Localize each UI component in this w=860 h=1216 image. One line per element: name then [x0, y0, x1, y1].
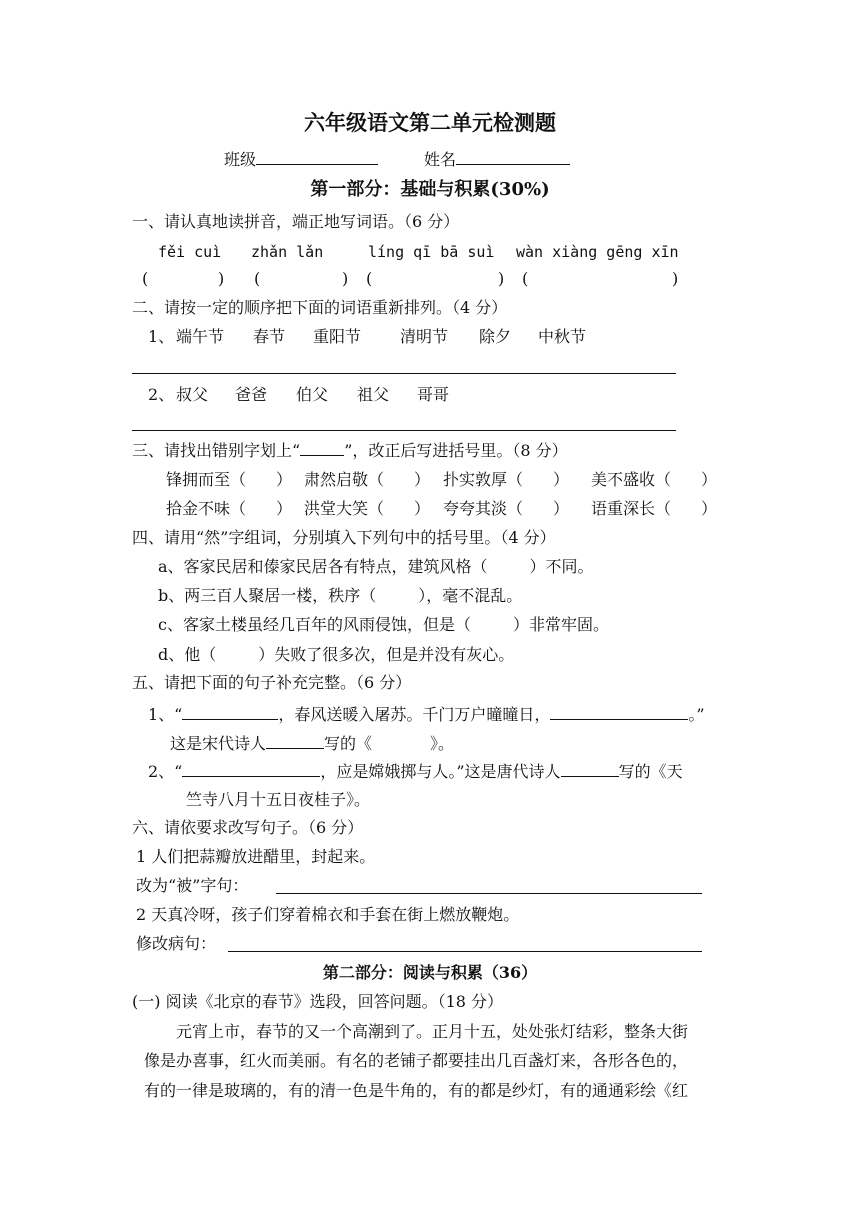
q3-item-close[interactable]: ） — [276, 499, 293, 518]
q2-word: 端午节 — [176, 327, 225, 346]
q2-word: 中秋节 — [538, 327, 587, 346]
answer-line[interactable] — [228, 951, 702, 952]
q3-item-close[interactable]: ） — [701, 499, 718, 518]
class-blank[interactable] — [256, 148, 378, 165]
bracket-4-close: ) — [672, 269, 679, 288]
q1-prompt: 一、请认真地读拼音，端正地写词语。（6 分） — [132, 212, 460, 231]
q6-prompt: 六、请依要求改写句子。（6 分） — [132, 818, 364, 837]
fill-blank[interactable] — [266, 732, 324, 749]
q6-label-1: 改为“被”字句： — [136, 876, 249, 895]
q3-item: 肃然启敬（ — [304, 470, 385, 489]
answer-line[interactable] — [132, 430, 676, 431]
pinyin-4: wàn xiàng gēng xīn — [516, 243, 679, 261]
q5-sentence-2-cont: 竺寺八月十五日夜桂子》。 — [186, 790, 371, 809]
q3-item: 语重深长（ — [591, 499, 672, 518]
q3-item: 拾金不味（ — [166, 499, 247, 518]
q4-sentence-a: a、客家民居和傣家民居各有特点，建筑风格（ ）不同。 — [158, 557, 594, 576]
bracket-4-open: ( — [522, 269, 529, 288]
q2-prompt: 二、请按一定的顺序把下面的词语重新排列。（4 分） — [132, 298, 508, 317]
q3-item: 锋拥而至（ — [166, 470, 247, 489]
reading-line: 有的一律是玻璃的，有的清一色是牛角的，有的都是纱灯，有的通通彩绘《红 — [144, 1081, 689, 1100]
q5-sentence-1: 1、“ ，春风送暖入屠苏。千门万户曈曈日， 。” — [148, 705, 705, 724]
q2-word: 爸爸 — [235, 385, 268, 404]
bracket-3-open: ( — [366, 269, 373, 288]
fill-blank[interactable] — [182, 760, 320, 777]
q2-word: 祖父 — [357, 385, 390, 404]
q2-word: 伯父 — [296, 385, 329, 404]
class-field — [224, 148, 378, 171]
q3-prompt: 三、请找出错别字划上“ ”，改正后写进括号里。（8 分） — [132, 441, 568, 460]
reading-line: 元宵上市，春节的又一个高潮到了。正月十五，处处张灯结彩，整条大街 — [176, 1022, 689, 1041]
reading-prompt: (一) 阅读《北京的春节》选段，回答问题。（18 分） — [132, 992, 504, 1011]
class-label: 班级 — [224, 150, 257, 169]
q2-word: 叔父 — [176, 385, 209, 404]
q2-word: 哥哥 — [417, 385, 450, 404]
q4-sentence-d: d、他（ ）失败了很多次，但是并没有灰心。 — [158, 645, 515, 664]
q3-item: 扑实敦厚（ — [443, 470, 524, 489]
name-blank[interactable] — [456, 148, 570, 165]
q3-item-close[interactable]: ） — [414, 499, 431, 518]
q6-label-2: 修改病句： — [136, 934, 217, 953]
bracket-3-close: ) — [498, 269, 505, 288]
q6-sentence-2: 2 天真冷呀，孩子们穿着棉衣和手套在街上燃放鞭炮。 — [136, 905, 520, 924]
bracket-1-close: ) — [218, 269, 225, 288]
q3-item: 美不盛收（ — [591, 470, 672, 489]
q6-sentence-1: 1 人们把蒜瓣放进醋里，封起来。 — [136, 847, 376, 866]
part1-heading: 第一部分：基础与积累(30%) — [310, 179, 550, 200]
fill-blank[interactable] — [182, 703, 278, 720]
reading-line: 像是办喜事，红火而美丽。有名的老铺子都要挂出几百盏灯来，各形各色的， — [144, 1051, 689, 1070]
q3-item-close[interactable]: ） — [701, 470, 718, 489]
q5-sentence-1-cont: 这是宋代诗人 写的《 》。 — [170, 734, 455, 753]
q3-item: 夸夸其淡（ — [443, 499, 524, 518]
bracket-1-open: ( — [142, 269, 149, 288]
q2-word: 清明节 — [400, 327, 449, 346]
pinyin-3: líng qī bā suì — [368, 243, 495, 261]
q2-word: 除夕 — [479, 327, 512, 346]
q2-row1-num: 1、 — [148, 327, 175, 346]
q2-word: 重阳节 — [313, 327, 362, 346]
bracket-2-open: ( — [254, 269, 261, 288]
bracket-2-close: ) — [342, 269, 349, 288]
name-field — [424, 148, 570, 171]
q3-item: 洪堂大笑（ — [304, 499, 385, 518]
fill-blank[interactable] — [550, 703, 688, 720]
q2-row2-num: 2、 — [148, 385, 175, 404]
q5-prompt: 五、请把下面的句子补充完整。（6 分） — [132, 673, 412, 692]
answer-line[interactable] — [276, 893, 702, 894]
pinyin-2: zhǎn lǎn — [251, 243, 324, 261]
q3-item-close[interactable]: ） — [414, 470, 431, 489]
q2-word: 春节 — [253, 327, 286, 346]
underline-sample — [300, 441, 344, 456]
q5-sentence-2: 2、“ ，应是嫦娥掷与人。”这是唐代诗人 写的《天 — [148, 762, 683, 781]
q4-sentence-b: b、两三百人聚居一楼，秩序（ ），毫不混乱。 — [158, 586, 523, 605]
answer-line[interactable] — [132, 373, 676, 374]
fill-blank[interactable] — [561, 760, 619, 777]
pinyin-1: fěi cuì — [158, 243, 222, 261]
q3-item-close[interactable]: ） — [276, 470, 293, 489]
q3-item-close[interactable]: ） — [553, 499, 570, 518]
q4-prompt: 四、请用“然”字组词，分别填入下列句中的括号里。（4 分） — [132, 528, 556, 547]
part2-heading: 第二部分：阅读与积累（36） — [322, 963, 538, 982]
name-label: 姓名 — [424, 150, 457, 169]
q3-item-close[interactable]: ） — [553, 470, 570, 489]
page-title: 六年级语文第二单元检测题 — [304, 110, 556, 135]
q4-sentence-c: c、客家土楼虽经几百年的风雨侵蚀，但是（ ）非常牢固。 — [158, 615, 609, 634]
